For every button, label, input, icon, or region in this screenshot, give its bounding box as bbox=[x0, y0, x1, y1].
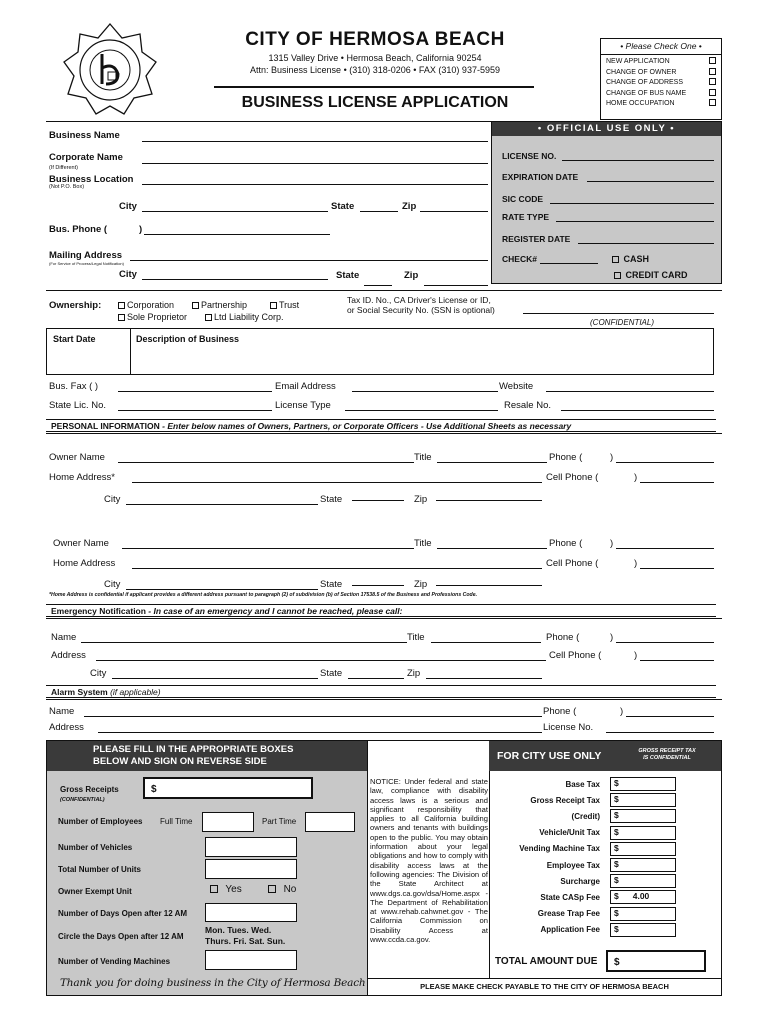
check-option-new[interactable]: NEW APPLICATION bbox=[606, 57, 718, 68]
personal-info-heading: PERSONAL INFORMATION - Enter below names of Owners, Partners, or Corporate Officers - Use Additional Sheets as necessary bbox=[46, 419, 716, 432]
full-time-field[interactable] bbox=[202, 812, 254, 832]
tax-id-label: Tax ID. No., CA Driver's License or ID, bbox=[347, 295, 491, 305]
bus-phone-field[interactable] bbox=[144, 234, 330, 235]
emergency-name-field[interactable] bbox=[81, 642, 407, 643]
fee-label: Base Tax bbox=[565, 779, 600, 789]
gross-receipts-confidential: (CONFIDENTIAL) bbox=[60, 797, 105, 803]
notice-divider-left bbox=[367, 741, 368, 995]
owner1-zip-field[interactable] bbox=[436, 500, 542, 501]
corporate-name-field[interactable] bbox=[142, 163, 488, 164]
credit-card-option[interactable]: CREDIT CARD bbox=[614, 270, 688, 280]
owner2-cell-field[interactable] bbox=[640, 568, 714, 569]
owner2-zip-field[interactable] bbox=[436, 585, 542, 586]
fee-label: Vehicle/Unit Tax bbox=[539, 828, 600, 838]
mail-zip-field[interactable] bbox=[424, 285, 488, 286]
ssn-label: or Social Security No. (SSN is optional) bbox=[347, 305, 495, 315]
ownership-corporation[interactable]: Corporation bbox=[118, 300, 174, 310]
emergency-address-field[interactable] bbox=[96, 660, 546, 661]
fee-row bbox=[490, 825, 720, 841]
fee-label: Surcharge bbox=[560, 876, 600, 886]
ownership-llc[interactable]: Ltd Liability Corp. bbox=[205, 312, 284, 322]
description-field[interactable] bbox=[131, 346, 713, 374]
fill-boxes-header bbox=[47, 741, 367, 771]
owner2-city-field[interactable] bbox=[126, 589, 318, 590]
vending-field[interactable] bbox=[205, 950, 297, 970]
total-units-field[interactable] bbox=[205, 859, 297, 879]
check-option-bus-name[interactable]: CHANGE OF BUS NAME bbox=[606, 89, 718, 100]
emergency-title-label: Title bbox=[407, 632, 425, 643]
fee-row bbox=[490, 906, 720, 922]
emergency-title-field[interactable] bbox=[431, 642, 541, 643]
emergency-zip-label: Zip bbox=[407, 668, 421, 679]
ownership-sole-proprietor[interactable]: Sole Proprietor bbox=[118, 312, 187, 322]
fee-box[interactable]: $ bbox=[610, 809, 676, 823]
email-field[interactable] bbox=[352, 391, 498, 392]
gross-receipts-field[interactable]: $ bbox=[143, 777, 313, 799]
checkbox[interactable] bbox=[210, 885, 218, 893]
owner1-name-label: Owner Name bbox=[49, 452, 105, 463]
alarm-phone-paren: ) bbox=[620, 706, 624, 717]
business-location-field[interactable] bbox=[142, 184, 488, 185]
total-amount-field[interactable]: $ bbox=[606, 950, 706, 972]
owner1-phone-label: Phone ( bbox=[549, 452, 583, 463]
zip-field[interactable] bbox=[420, 211, 488, 212]
total-units-label: Total Number of Units bbox=[58, 865, 141, 874]
license-no-field[interactable] bbox=[562, 160, 714, 161]
circle-days-label: Circle the Days Open after 12 AM bbox=[58, 932, 184, 941]
owner2-title-label: Title bbox=[414, 538, 432, 549]
owner1-zip-label: Zip bbox=[414, 494, 428, 505]
alarm-license-label: License No. bbox=[543, 722, 594, 733]
resale-field[interactable] bbox=[561, 410, 714, 411]
part-time-label: Part Time bbox=[262, 817, 297, 826]
state-field[interactable] bbox=[360, 211, 398, 212]
owner1-name-field[interactable] bbox=[118, 462, 414, 463]
check-number-label: CHECK# bbox=[502, 254, 537, 264]
ownership-label: Ownership: bbox=[49, 300, 102, 311]
fee-row bbox=[490, 873, 720, 889]
checkbox[interactable] bbox=[270, 302, 277, 309]
vending-label: Number of Vending Machines bbox=[58, 957, 171, 966]
state-lic-field[interactable] bbox=[118, 410, 272, 411]
business-name-label: Business Name bbox=[49, 130, 120, 141]
checkbox[interactable] bbox=[192, 302, 199, 309]
full-time-label: Full Time bbox=[160, 817, 193, 826]
fee-box[interactable]: $ bbox=[610, 874, 676, 888]
owner2-phone-paren: ) bbox=[610, 538, 614, 549]
owner-exempt-no[interactable]: No bbox=[268, 884, 296, 895]
mail-state-label: State bbox=[336, 270, 360, 281]
register-date-label: REGISTER DATE bbox=[502, 234, 571, 244]
alarm-name-label: Name bbox=[49, 706, 75, 717]
alarm-license-field[interactable] bbox=[606, 732, 714, 733]
emergency-phone-field[interactable] bbox=[616, 642, 714, 643]
check-option-home[interactable]: HOME OCCUPATION bbox=[606, 99, 718, 110]
fee-box[interactable]: $ bbox=[610, 923, 676, 937]
bus-phone-paren: ) bbox=[139, 224, 143, 235]
form-title: BUSINESS LICENSE APPLICATION bbox=[241, 94, 509, 111]
license-type-field[interactable] bbox=[345, 410, 498, 411]
website-label: Website bbox=[499, 381, 534, 392]
gross-note-2: IS CONFIDENTIAL bbox=[643, 755, 691, 761]
owner1-title-field[interactable] bbox=[437, 462, 547, 463]
state-lic-label: State Lic. No. bbox=[49, 400, 107, 411]
fee-box[interactable]: $ bbox=[610, 793, 676, 807]
ownership-trust[interactable]: Trust bbox=[270, 300, 299, 310]
rate-type-label: RATE TYPE bbox=[502, 212, 550, 222]
divider-ownership bbox=[46, 290, 722, 291]
emergency-address-label: Address bbox=[51, 650, 86, 661]
total-amount-label: TOTAL AMOUNT DUE bbox=[495, 956, 598, 967]
start-date-field[interactable] bbox=[47, 346, 129, 374]
disability-notice: NOTICE: Under federal and state law, compliance with disability access laws is a serious and significant responsibility that applies to all California building owners and tenants with buildings open to the public. You may obtain information about your legal obligations and how to comply with disability access laws at the following agencies: The Division of the State Architect at www.dgs.ca.gov/dsa/Home.aspx - The Department of Rehabilitation at www.rehab.cahwnet.gov - The California Commission on Disability Access at www.ccda.ca.gov. bbox=[370, 777, 488, 945]
owner1-home-address-label: Home Address* bbox=[49, 472, 116, 483]
alarm-phone-label: Phone ( bbox=[543, 706, 577, 717]
alarm-divider bbox=[46, 699, 722, 700]
rate-type-field[interactable] bbox=[556, 221, 714, 222]
personal-divider bbox=[46, 433, 722, 434]
bus-fax-label: Bus. Fax ( ) bbox=[49, 381, 99, 392]
start-date-label: Start Date bbox=[53, 334, 96, 344]
check-one-title: • Please Check One • bbox=[620, 41, 702, 51]
owner2-state-label: State bbox=[320, 579, 343, 590]
owner2-city-label: City bbox=[104, 579, 121, 590]
fee-box[interactable]: $ bbox=[610, 777, 676, 791]
owner2-name-label: Owner Name bbox=[53, 538, 109, 549]
alarm-address-label: Address bbox=[49, 722, 84, 733]
checkbox[interactable] bbox=[709, 68, 716, 75]
owner2-cell-paren: ) bbox=[634, 558, 638, 569]
title-rule bbox=[214, 86, 534, 88]
owner2-home-address-label: Home Address bbox=[53, 558, 116, 569]
fee-row bbox=[490, 841, 720, 857]
sic-code-field[interactable] bbox=[550, 203, 714, 204]
emergency-phone-label: Phone ( bbox=[546, 632, 580, 643]
owner1-title-label: Title bbox=[414, 452, 432, 463]
seal-lettering: HERMOSA BEACH 1907 bbox=[81, 118, 139, 124]
owner1-city-label: City bbox=[104, 494, 121, 505]
fee-label: Vending Machine Tax bbox=[519, 844, 600, 854]
alarm-phone-field[interactable] bbox=[626, 716, 714, 717]
checkbox[interactable] bbox=[614, 272, 621, 279]
emergency-zip-field[interactable] bbox=[426, 678, 542, 679]
website-field[interactable] bbox=[546, 391, 714, 392]
mail-city-field[interactable] bbox=[142, 279, 328, 280]
owner1-state-field[interactable] bbox=[352, 500, 404, 501]
tax-id-field[interactable] bbox=[523, 313, 714, 314]
owner2-name-field[interactable] bbox=[122, 548, 414, 549]
check-one-list bbox=[601, 55, 721, 110]
mailing-address-field[interactable] bbox=[130, 260, 488, 261]
fee-label: State CASp Fee bbox=[540, 892, 600, 902]
check-number-field[interactable] bbox=[540, 263, 598, 264]
city-seal bbox=[62, 22, 158, 118]
home-address-footnote: *Home Address is confidential if applicant provides a different address pursuant to paragraph (2) of subdivision (b) of Section 17538.5 of the Business and Professions Code. bbox=[49, 592, 478, 598]
fee-label: Employee Tax bbox=[546, 860, 600, 870]
service-note: (For Service of Process/Legal Notification) bbox=[49, 261, 124, 266]
fill-line-1: PLEASE FILL IN THE APPROPRIATE BOXES bbox=[93, 744, 294, 755]
checkbox[interactable] bbox=[268, 885, 276, 893]
city-use-title: FOR CITY USE ONLY bbox=[497, 750, 602, 762]
emergency-state-label: State bbox=[320, 668, 343, 679]
if-different-note: (If Different) bbox=[49, 165, 78, 171]
business-location-label: Business Location bbox=[49, 174, 134, 185]
gross-note-1: GROSS RECEIPT TAX bbox=[638, 748, 696, 754]
register-date-field[interactable] bbox=[578, 243, 714, 244]
owner2-phone-field[interactable] bbox=[616, 548, 714, 549]
city-seal-graphic bbox=[62, 22, 158, 118]
owner1-cell-paren: ) bbox=[634, 472, 638, 483]
checkbox[interactable] bbox=[205, 314, 212, 321]
emergency-cell-field[interactable] bbox=[640, 660, 714, 661]
fee-row bbox=[490, 808, 720, 824]
checkbox[interactable] bbox=[612, 256, 619, 263]
checkbox[interactable] bbox=[709, 89, 716, 96]
owner1-phone-paren: ) bbox=[610, 452, 614, 463]
mail-zip-label: Zip bbox=[404, 270, 419, 281]
bus-fax-field[interactable] bbox=[118, 391, 272, 392]
owner1-city-field[interactable] bbox=[126, 504, 318, 505]
part-time-field[interactable] bbox=[305, 812, 355, 832]
payable-note: PLEASE MAKE CHECK PAYABLE TO THE CITY OF HERMOSA BEACH bbox=[420, 982, 669, 991]
fee-box[interactable]: $ bbox=[610, 826, 676, 840]
emergency-heading: Emergency Notification - In case of an emergency and I cannot be reached, please call: bbox=[46, 604, 716, 617]
license-no-label: LICENSE NO. bbox=[502, 151, 557, 161]
emergency-city-label: City bbox=[90, 668, 107, 679]
corporate-name-label: Corporate Name bbox=[49, 152, 123, 163]
owner-exempt-yes[interactable]: Yes bbox=[210, 884, 242, 895]
payable-divider bbox=[367, 978, 722, 979]
emergency-phone-paren: ) bbox=[610, 632, 614, 643]
mailing-address-label: Mailing Address bbox=[49, 250, 123, 261]
fee-box[interactable]: $ 4.00 bbox=[610, 890, 676, 904]
mail-state-field[interactable] bbox=[364, 285, 392, 286]
fee-row bbox=[490, 922, 720, 938]
fee-row bbox=[490, 889, 720, 905]
checkbox[interactable] bbox=[118, 314, 125, 321]
fee-label: Grease Trap Fee bbox=[537, 909, 600, 919]
thank-you-note: Thank you for doing business in the City of Hermosa Beach bbox=[60, 977, 366, 989]
fee-box[interactable]: $ bbox=[610, 907, 676, 921]
owner2-home-address-field[interactable] bbox=[132, 568, 542, 569]
owner2-zip-label: Zip bbox=[414, 579, 428, 590]
fill-line-2: BELOW AND SIGN ON REVERSE SIDE bbox=[93, 756, 267, 767]
alarm-address-field[interactable] bbox=[98, 732, 542, 733]
days-open-label: Number of Days Open after 12 AM bbox=[58, 909, 188, 918]
fee-list bbox=[490, 776, 720, 938]
alarm-name-field[interactable] bbox=[84, 716, 542, 717]
owner1-state-label: State bbox=[320, 494, 343, 505]
emergency-cell-paren: ) bbox=[634, 650, 638, 661]
mail-city-label: City bbox=[119, 269, 137, 280]
gross-receipts-label: Gross Receipts bbox=[60, 785, 119, 794]
alarm-heading: Alarm System (if applicable) bbox=[46, 685, 716, 698]
owner1-cell-label: Cell Phone ( bbox=[546, 472, 599, 483]
city-use-header bbox=[489, 741, 721, 771]
check-one-panel bbox=[600, 38, 722, 120]
city-address: 1315 Valley Drive • Hermosa Beach, California 90254 bbox=[268, 53, 482, 63]
emergency-state-field[interactable] bbox=[348, 678, 404, 679]
num-vehicles-label: Number of Vehicles bbox=[58, 843, 133, 852]
not-po-box-note: (Not P.O. Box) bbox=[49, 184, 85, 190]
emergency-divider bbox=[46, 618, 722, 619]
days-row-2[interactable]: Thurs. Fri. Sat. Sun. bbox=[205, 936, 286, 946]
email-label: Email Address bbox=[275, 381, 336, 392]
sic-code-label: SIC CODE bbox=[502, 194, 544, 204]
city-name: CITY OF HERMOSA BEACH bbox=[245, 29, 505, 50]
check-option-address[interactable]: CHANGE OF ADDRESS bbox=[606, 78, 718, 89]
owner-exempt-label: Owner Exempt Unit bbox=[58, 887, 132, 896]
checkbox[interactable] bbox=[709, 57, 716, 64]
fee-box[interactable]: $ bbox=[610, 858, 676, 872]
cash-option[interactable]: CASH bbox=[612, 254, 649, 264]
confidential-note: (CONFIDENTIAL) bbox=[590, 318, 654, 327]
city-attn: Attn: Business License • (310) 318-0206 • FAX (310) 937-5959 bbox=[250, 65, 500, 75]
owner1-home-address-field[interactable] bbox=[132, 482, 542, 483]
fee-label: Gross Receipt Tax bbox=[530, 795, 600, 805]
checkbox[interactable] bbox=[709, 99, 716, 106]
expiration-date-label: EXPIRATION DATE bbox=[502, 172, 579, 182]
owner2-phone-label: Phone ( bbox=[549, 538, 583, 549]
expiration-date-field[interactable] bbox=[587, 181, 714, 182]
num-vehicles-field[interactable] bbox=[205, 837, 297, 857]
city-label: City bbox=[119, 201, 137, 212]
emergency-city-field[interactable] bbox=[112, 678, 318, 679]
owner2-state-field[interactable] bbox=[352, 585, 404, 586]
resale-label: Resale No. bbox=[504, 400, 551, 411]
ownership-partnership[interactable]: Partnership bbox=[192, 300, 247, 310]
days-row-1[interactable]: Mon. Tues. Wed. bbox=[205, 925, 272, 935]
fee-row bbox=[490, 776, 720, 792]
checkbox[interactable] bbox=[709, 78, 716, 85]
emergency-name-label: Name bbox=[51, 632, 77, 643]
fee-row bbox=[490, 792, 720, 808]
check-option-owner[interactable]: CHANGE OF OWNER bbox=[606, 68, 718, 79]
description-label: Description of Business bbox=[136, 334, 240, 344]
fee-label: (Credit) bbox=[571, 811, 600, 821]
owner1-phone-field[interactable] bbox=[616, 462, 714, 463]
checkbox[interactable] bbox=[118, 302, 125, 309]
state-label: State bbox=[331, 201, 355, 212]
num-employees-label: Number of Employees bbox=[58, 817, 143, 826]
emergency-cell-label: Cell Phone ( bbox=[549, 650, 602, 661]
owner2-title-field[interactable] bbox=[437, 548, 547, 549]
owner2-cell-label: Cell Phone ( bbox=[546, 558, 599, 569]
zip-label: Zip bbox=[402, 201, 417, 212]
fee-label: Application Fee bbox=[540, 925, 600, 935]
business-name-field[interactable] bbox=[142, 141, 488, 142]
fee-box[interactable]: $ bbox=[610, 842, 676, 856]
official-use-title: • OFFICIAL USE ONLY • bbox=[492, 122, 721, 136]
days-open-field[interactable] bbox=[205, 903, 297, 922]
license-type-label: License Type bbox=[275, 400, 331, 411]
owner1-cell-field[interactable] bbox=[640, 482, 714, 483]
city-field[interactable] bbox=[142, 211, 328, 212]
bus-phone-label: Bus. Phone ( bbox=[49, 224, 108, 235]
fee-row bbox=[490, 857, 720, 873]
